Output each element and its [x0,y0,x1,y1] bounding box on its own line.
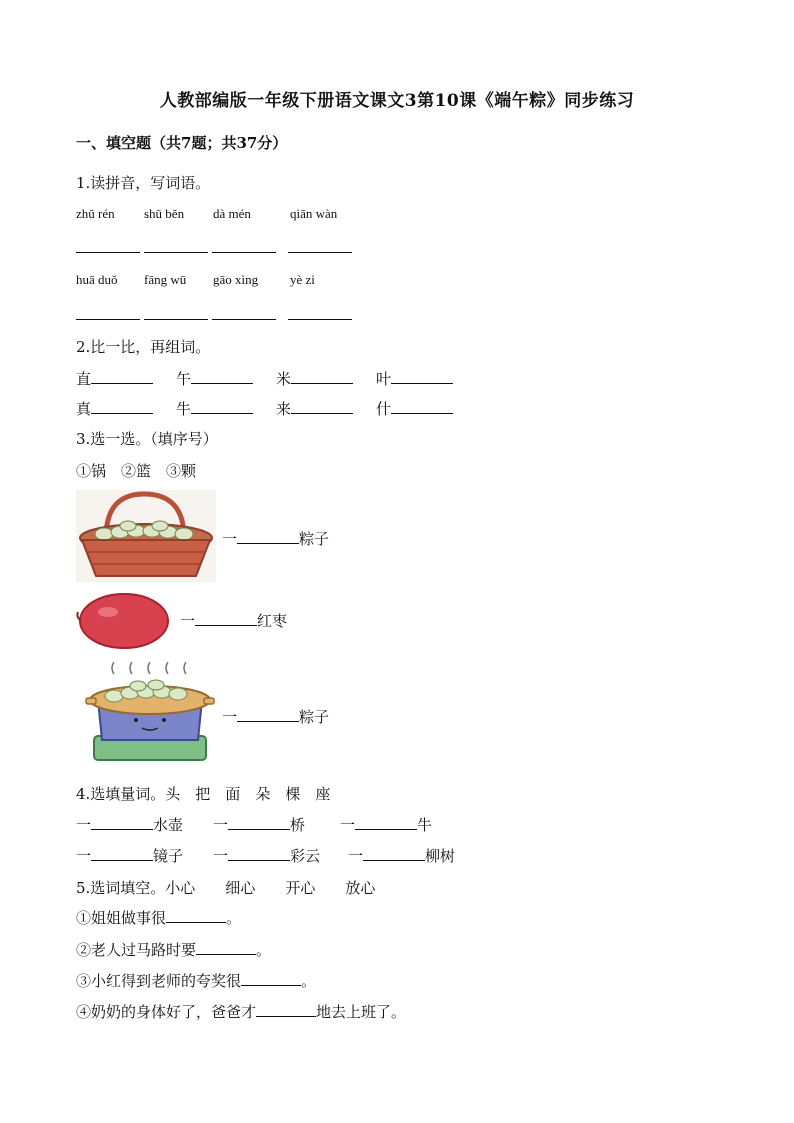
answer-blank[interactable] [166,908,226,923]
sentence-text: ①姐姐做事很 [76,909,167,927]
measure-prefix: 一 [180,612,196,630]
answer-blank[interactable] [228,846,290,861]
measure-prefix: 一 [76,816,92,834]
compare-char: 牛 [176,400,192,418]
compare-char: 来 [276,400,292,418]
answer-blank[interactable] [212,319,276,320]
red-date-icon [76,590,172,650]
answer-blank[interactable] [256,1002,316,1017]
answer-blank[interactable] [195,611,257,626]
sentence-end: 。 [226,909,242,927]
measure-object: 柳树 [425,847,456,865]
pinyin-item: shū běn [144,206,185,221]
answer-blank[interactable] [91,369,153,384]
answer-blank[interactable] [391,369,453,384]
measure-prefix: 一 [340,816,356,834]
measure-object: 粽子 [299,530,330,548]
answer-blank[interactable] [355,815,417,830]
section-heading: 一、填空题（共7题；共37分） [76,134,288,152]
answer-blank[interactable] [91,815,153,830]
answer-blank[interactable] [76,252,140,253]
answer-blank[interactable] [91,846,153,861]
compare-char: 什 [376,400,392,418]
pinyin-item: qiān wàn [290,206,338,221]
basket-of-zongzi-icon [76,490,216,582]
answer-blank[interactable] [288,252,352,253]
answer-blank[interactable] [291,399,353,414]
answer-blank[interactable] [237,529,299,544]
answer-blank[interactable] [191,399,253,414]
measure-object: 水壶 [153,816,184,834]
pinyin-item: dà mén [213,206,251,221]
compare-char: 午 [176,370,192,388]
answer-blank[interactable] [144,252,208,253]
pinyin-item: fāng wū [144,272,187,287]
answer-blank[interactable] [241,971,301,986]
compare-char: 米 [276,370,292,388]
measure-prefix: 一 [348,847,364,865]
answer-blank[interactable] [237,707,299,722]
answer-blank[interactable] [288,319,352,320]
measure-object: 桥 [290,816,306,834]
question-3-prompt: 3.选一选。（填序号） [76,430,218,448]
sentence-text: ②老人过马路时要 [76,941,197,959]
compare-char: 直 [76,370,92,388]
answer-blank[interactable] [228,815,290,830]
measure-object: 粽子 [299,708,330,726]
sentence-text: ④奶奶的身体好了，爸爸才 [76,1003,257,1021]
question-5-prompt: 5.选词填空。小心 细心 开心 放心 [76,879,376,897]
sentence-end: 。 [256,941,272,959]
answer-blank[interactable] [212,252,276,253]
page-title: 人教部编版一年级下册语文课文3第10课《端午粽》同步练习 [159,91,635,111]
measure-prefix: 一 [222,708,238,726]
question-4-prompt: 4.选填量词。头 把 面 朵 棵 座 [76,785,331,803]
sentence-text: ③小红得到老师的夸奖很 [76,972,242,990]
compare-char: 真 [76,400,92,418]
pinyin-item: gāo xìng [213,272,259,287]
answer-blank[interactable] [76,319,140,320]
measure-object: 镜子 [153,847,184,865]
sentence-end: 。 [301,972,317,990]
compare-char: 叶 [376,370,392,388]
steaming-pot-icon [84,660,216,764]
answer-blank[interactable] [191,369,253,384]
measure-object: 彩云 [290,847,321,865]
answer-blank[interactable] [144,319,208,320]
question-1-prompt: 1.读拼音，写词语。 [76,174,211,192]
pinyin-item: huā duǒ [76,272,118,287]
answer-blank[interactable] [196,940,256,955]
answer-blank[interactable] [291,369,353,384]
measure-prefix: 一 [76,847,92,865]
measure-object: 牛 [417,816,433,834]
answer-blank[interactable] [391,399,453,414]
measure-prefix: 一 [222,530,238,548]
answer-blank[interactable] [363,846,425,861]
sentence-end: 地去上班了。 [316,1003,407,1021]
pinyin-item: zhǔ rén [76,206,115,221]
pinyin-item: yè zi [290,272,315,287]
measure-prefix: 一 [213,847,229,865]
answer-blank[interactable] [91,399,153,414]
question-3-options: ①锅 ②篮 ③颗 [76,462,197,480]
measure-prefix: 一 [213,816,229,834]
question-2-prompt: 2.比一比，再组词。 [76,338,211,356]
measure-object: 红枣 [257,612,288,630]
